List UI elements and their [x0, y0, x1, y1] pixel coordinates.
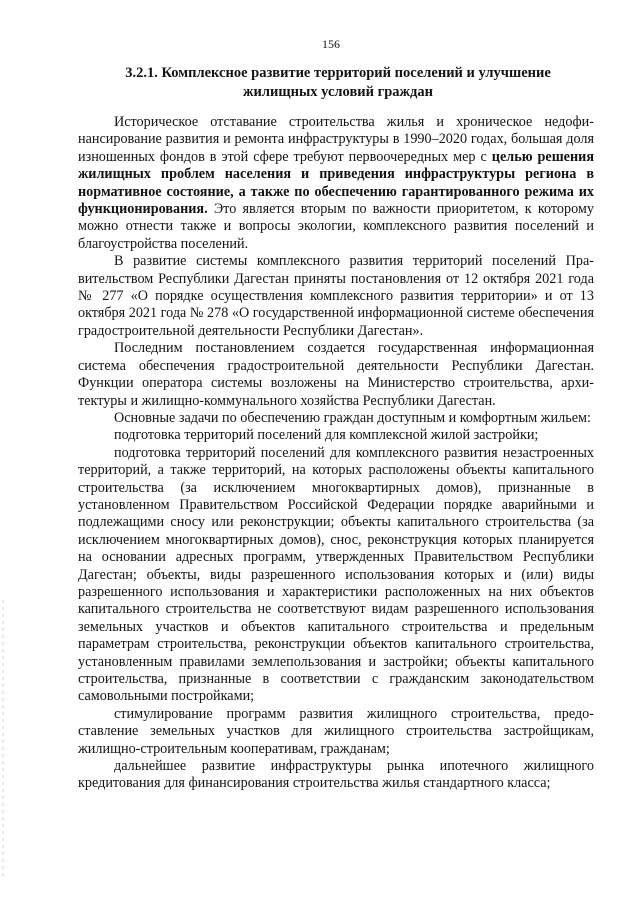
paragraph-4: Основные задачи по обеспечению граждан доступным и комфортным жильем: [114, 409, 591, 426]
paragraph-1-emphasis: целью решения жилищных проблем населения и приведения инфраструктуры региона в нормативное состояние, а также по обеспечению гарантированного режима их функционирования. [78, 148, 595, 218]
list-item-4: дальнейшее развитие инфраструктуры рынка ипотечного жилищного кредитования для финансирования строительства жилья стандартного класса; [78, 758, 594, 792]
paragraph-1-tail: Это является вторым по важности приоритетом, к которому можно отнести также и вопросы экологии, комплексного развития поселений и благоустройства поселений. [78, 201, 594, 252]
list-item-3: стимулирование программ развития жилищного строительства, предоставление земельных участков для жилищного строительства застройщикам, жилищно-строительным кооперативам, гражданам; [78, 705, 594, 757]
list-item-2: подготовка территорий поселений для комплексного развития незастроенных территорий, а также территорий, на которых расположены объекты капитального строительства (за исключением многоквартирных домов), признанные в установленном Правительством Российской Федерации порядке аварийными и подлежащими сносу или реконструкции; объекты капитального строительства (за исключением многоквартирных домов), снос, реконструкция которых планируется на основании адресных программ, утвержденных Правительством Республики Дагестан; объекты, виды разрешенного использования которых и (или) виды разрешенного использования и характеристики расположенных на них объектов капитального строительства не соответствуют видам разрешенного использования земельных участков и объектов капитального строительства и предельным параметрам строительства, реконструкции объектов капитального строительства, установленным правилами землепользования и застройки; объекты капитального строительства, признанные в соответствии с гражданским законодательством самовольными постройками; [78, 444, 594, 705]
list-item-1: подготовка территорий поселений для комплексной жилой застройки; [114, 427, 539, 444]
scan-edge-artifact [2, 600, 4, 880]
body-text [78, 114, 594, 793]
section-title [78, 64, 598, 102]
paragraph-2: В развитие системы комплексного развития территорий поселений Правительством Республики Дагестан приняты постановления от 12 октября 2021 года № 277 «О порядке осуществления комплексного развития территории» и от 13 октября 2021 года № 278 «О государственной информационной системе обеспечения градостроительной деятельности Республики Дагестан». [78, 253, 594, 339]
page-number: 156 [322, 37, 340, 51]
paragraph-1 [78, 114, 594, 253]
paragraph-3: Последним постановлением создается государственная информационная система обеспечения градостроительной деятельности Республики Дагестан. Функции оператора системы возложены на Министерство строительства, архитектуры и жилищно-коммунального хозяйства Республики Дагестан. [78, 340, 594, 409]
section-title-line-1: 3.2.1. Комплексное развитие территорий поселений и улучшение [125, 65, 551, 81]
section-title-line-2: жилищных условий граждан [243, 84, 433, 100]
paragraph-1-lead: Историческое отставание строительства жилья и хроническое недофинансирование развития и ремонта инфраструктуры в 1990–2020 годах, большая доля изношенных фондов в этой сфере требуют первоочередных мер с [78, 114, 594, 165]
